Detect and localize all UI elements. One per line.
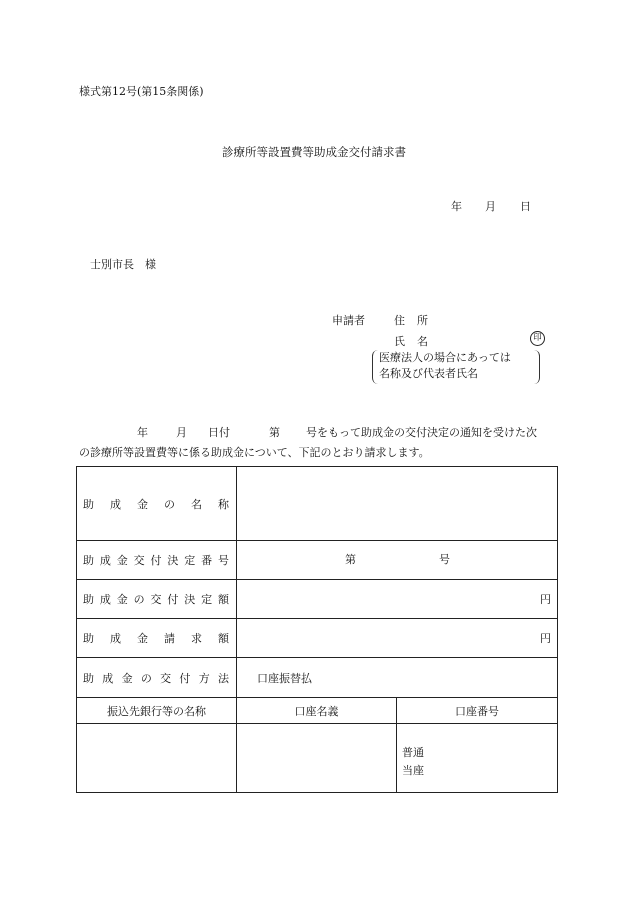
bank-name-value[interactable]	[77, 724, 237, 793]
request-amount-label-cell	[77, 619, 237, 658]
bank-header-row	[77, 698, 558, 724]
payment-method-value: 口座振替払	[237, 658, 558, 698]
document-title: 診療所等設置費等助成金交付請求書	[222, 145, 406, 159]
request-amount-value[interactable]: 円	[237, 619, 558, 658]
account-number-value[interactable]	[397, 724, 558, 793]
date-day-label: 日	[520, 200, 531, 213]
request-table	[76, 466, 558, 793]
corp-note-line1: 医療法人の場合にあっては	[379, 351, 511, 364]
body-month: 月	[176, 426, 187, 439]
applicant-label: 申請者	[332, 314, 365, 327]
body-line-2: の診療所等設置費等に係る助成金について、下記のとおり請求します。	[79, 446, 430, 459]
body-year: 年	[137, 426, 148, 439]
decision-number-value[interactable]	[237, 541, 558, 580]
decision-number-suffix: 号	[439, 553, 450, 566]
account-holder-value[interactable]	[237, 724, 397, 793]
table-row	[77, 467, 558, 541]
account-type-current: 当座	[402, 764, 424, 777]
bank-name-header: 振込先銀行等の名称	[77, 698, 237, 724]
grant-name-label: 助 成 金 の 名 称	[83, 497, 229, 511]
decision-amount-label: 助 成 金 の 交 付 決 定 額	[83, 593, 229, 606]
decision-amount-value[interactable]: 円	[237, 580, 558, 619]
form-number: 様式第12号(第15条関係)	[79, 85, 204, 98]
body-dai: 第	[269, 426, 280, 439]
payment-method-label: 助 成 金 の 交 付 方 法	[83, 671, 229, 685]
account-holder-header: 口座名義	[237, 698, 397, 724]
decision-number-label-cell	[77, 541, 237, 580]
body-rest: 号をもって助成金の交付決定の通知を受けた次	[306, 426, 537, 439]
table-row	[77, 619, 558, 658]
body-day: 日付	[208, 426, 230, 439]
date-year-label: 年	[451, 200, 462, 213]
table-row	[77, 658, 558, 698]
date-month-label: 月	[485, 200, 496, 213]
table-row	[77, 580, 558, 619]
table-row	[77, 541, 558, 580]
account-type-ordinary: 普通	[402, 746, 424, 759]
decision-amount-label-cell	[77, 580, 237, 619]
request-amount-label: 助 成 金 請 求 額	[83, 632, 229, 645]
name-label: 氏名	[394, 335, 440, 348]
payment-method-label-cell	[77, 658, 237, 698]
bank-value-row	[77, 724, 558, 793]
corp-note-line2: 名称及び代表者氏名	[379, 367, 478, 380]
decision-number-label: 助 成 金 交 付 決 定 番 号	[83, 554, 229, 567]
account-number-header: 口座番号	[397, 698, 558, 724]
grant-name-value[interactable]	[237, 467, 558, 541]
decision-number-prefix: 第	[345, 553, 356, 566]
grant-name-label-cell	[77, 467, 237, 541]
corporation-note	[372, 350, 540, 384]
addressee: 士別市長 様	[90, 258, 156, 271]
address-label: 住所	[394, 314, 440, 327]
seal-mark-icon: 印	[530, 331, 545, 346]
